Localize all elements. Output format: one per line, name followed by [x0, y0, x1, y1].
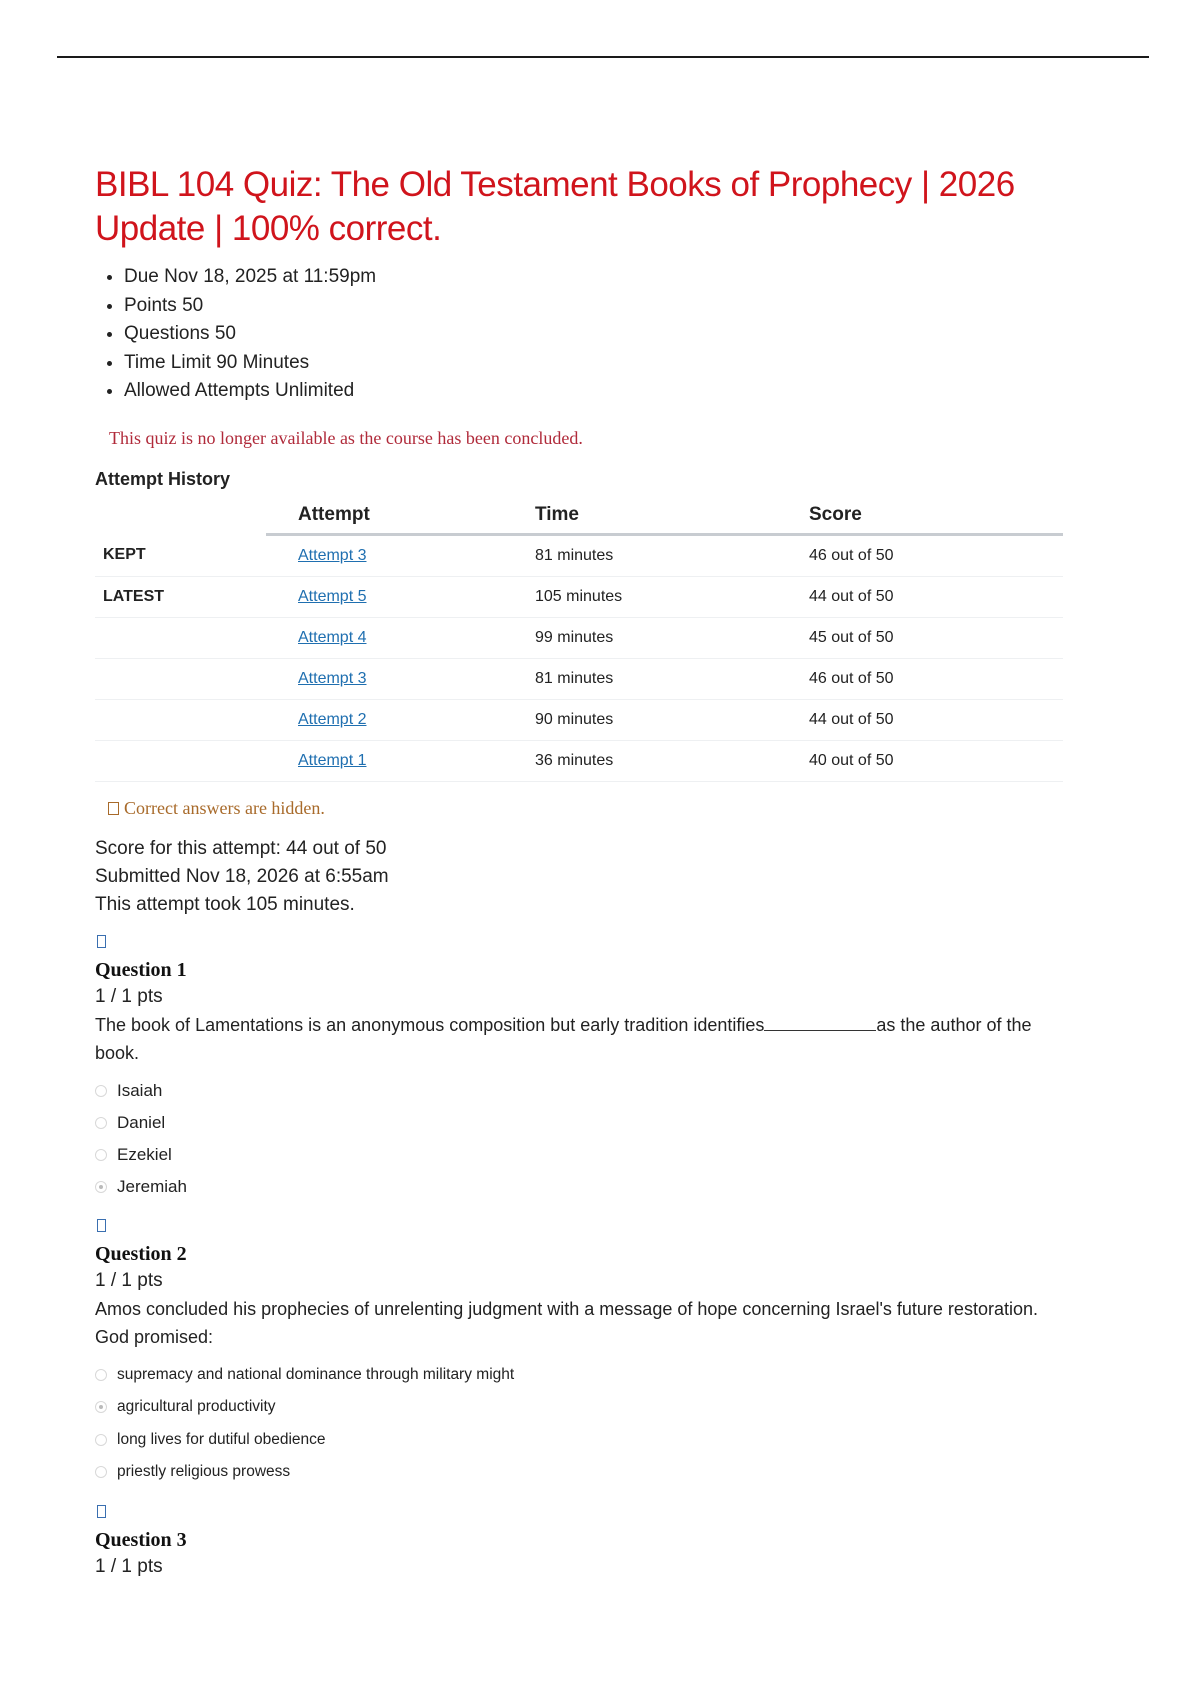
attempt-score: 45 out of 50: [809, 617, 1063, 658]
answer-option[interactable]: [95, 1424, 1075, 1457]
radio-icon[interactable]: [95, 1149, 107, 1161]
row-label: LATEST: [95, 576, 266, 617]
question-text: Amos concluded his prophecies of unrelenting judgment with a message of hope concerning Israel's future restoration. God promised:: [95, 1298, 1038, 1347]
table-row: [95, 740, 1063, 781]
question-flag-icon[interactable]: [97, 1505, 106, 1518]
question-title: Question 3: [95, 1528, 187, 1551]
attempt-submitted-line: Submitted Nov 18, 2026 at 6:55am: [95, 865, 389, 887]
radio-selected-icon[interactable]: [95, 1401, 107, 1413]
answer-label: Ezekiel: [117, 1144, 172, 1164]
attempt-time: 81 minutes: [535, 658, 809, 699]
hidden-answers-note: [108, 798, 1075, 819]
detail-time-limit: • Time Limit 90 Minutes: [124, 349, 1075, 378]
quiz-unavailable-notice: This quiz is no longer available as the course has been concluded.: [109, 427, 583, 448]
row-label: [95, 658, 266, 699]
attempt-score: 44 out of 50: [809, 576, 1063, 617]
attempt-link[interactable]: Attempt 5: [298, 587, 367, 605]
attempt-link[interactable]: Attempt 2: [298, 710, 367, 728]
answer-label: long lives for dutiful obedience: [117, 1430, 326, 1448]
question-3: [95, 1489, 1075, 1581]
detail-due: • Due Nov 18, 2025 at 11:59pm: [124, 263, 1075, 292]
attempt-time: 90 minutes: [535, 699, 809, 740]
question-text-before: The book of Lamentations is an anonymous composition but early tradition identifies: [95, 1014, 765, 1035]
radio-icon[interactable]: [95, 1117, 107, 1129]
radio-icon[interactable]: [95, 1369, 107, 1381]
question-points: 1 / 1 pts: [95, 1269, 163, 1291]
attempt-history-table: [95, 500, 1063, 782]
answer-option[interactable]: [95, 1391, 1075, 1424]
header-blank: [95, 500, 266, 535]
answer-option[interactable]: [95, 1171, 1075, 1203]
question-title: Question 1: [95, 958, 187, 981]
row-label: [95, 617, 266, 658]
question-points: 1 / 1 pts: [95, 985, 163, 1007]
question-flag-icon[interactable]: [97, 1219, 106, 1232]
question-2: [95, 1203, 1075, 1489]
question-flag-icon[interactable]: [97, 935, 106, 948]
attempt-history-heading: Attempt History: [95, 468, 231, 489]
table-row: [95, 617, 1063, 658]
attempt-score: 40 out of 50: [809, 740, 1063, 781]
radio-icon[interactable]: [95, 1085, 107, 1097]
answer-label: agricultural productivity: [117, 1398, 276, 1415]
question-points: 1 / 1 pts: [95, 1555, 163, 1577]
answer-option[interactable]: [95, 1359, 1075, 1392]
question-1: [95, 919, 1075, 1203]
attempt-score: 46 out of 50: [809, 534, 1063, 576]
quiz-page: [95, 163, 1075, 1581]
answer-option[interactable]: [95, 1456, 1075, 1489]
answer-option[interactable]: [95, 1107, 1075, 1139]
header-time: Time: [535, 500, 809, 535]
question-title: Question 2: [95, 1242, 187, 1265]
table-row: [95, 534, 1063, 576]
attempt-time: 99 minutes: [535, 617, 809, 658]
attempt-link[interactable]: Attempt 1: [298, 751, 367, 769]
table-row: [95, 699, 1063, 740]
quiz-details: [95, 263, 1075, 406]
header-score: Score: [809, 500, 1063, 535]
table-row: [95, 576, 1063, 617]
hidden-answers-text: Correct answers are hidden.: [124, 797, 325, 818]
answer-label: Daniel: [117, 1112, 166, 1132]
radio-icon[interactable]: [95, 1466, 107, 1478]
answer-option[interactable]: [95, 1075, 1075, 1107]
table-header-row: [95, 500, 1063, 535]
detail-points: • Points 50: [124, 292, 1075, 321]
answer-label: Isaiah: [117, 1080, 163, 1100]
question-text-after: as the author of the book.: [95, 1014, 1032, 1063]
table-row: [95, 658, 1063, 699]
attempt-time: 81 minutes: [535, 534, 809, 576]
attempt-time: 105 minutes: [535, 576, 809, 617]
attempt-duration-line: This attempt took 105 minutes.: [95, 893, 355, 915]
attempt-score-line: Score for this attempt: 44 out of 50: [95, 837, 387, 859]
question-text: [95, 1011, 1075, 1067]
attempt-time: 36 minutes: [535, 740, 809, 781]
row-label: KEPT: [95, 534, 266, 576]
answer-option[interactable]: [95, 1139, 1075, 1171]
row-label: [95, 740, 266, 781]
detail-questions: • Questions 50: [124, 320, 1075, 349]
fill-in-blank: [764, 1030, 876, 1031]
header-attempt: Attempt: [266, 500, 535, 535]
top-rule: [57, 56, 1149, 58]
attempt-summary: [95, 835, 1075, 919]
detail-allowed-attempts: • Allowed Attempts Unlimited: [124, 377, 1075, 406]
answer-label: Jeremiah: [117, 1176, 187, 1196]
radio-selected-icon[interactable]: [95, 1181, 107, 1193]
radio-icon[interactable]: [95, 1434, 107, 1446]
attempt-score: 46 out of 50: [809, 658, 1063, 699]
info-icon: [108, 802, 119, 815]
row-label: [95, 699, 266, 740]
answer-label: supremacy and national dominance through military might: [117, 1365, 515, 1383]
quiz-title: BIBL 104 Quiz: The Old Testament Books of Prophecy | 2026 Update | 100% correct.: [95, 165, 1015, 248]
attempt-score: 44 out of 50: [809, 699, 1063, 740]
attempt-link[interactable]: Attempt 3: [298, 546, 367, 564]
attempt-link[interactable]: Attempt 4: [298, 628, 367, 646]
answer-label: priestly religious prowess: [117, 1463, 291, 1480]
attempt-link[interactable]: Attempt 3: [298, 669, 367, 687]
